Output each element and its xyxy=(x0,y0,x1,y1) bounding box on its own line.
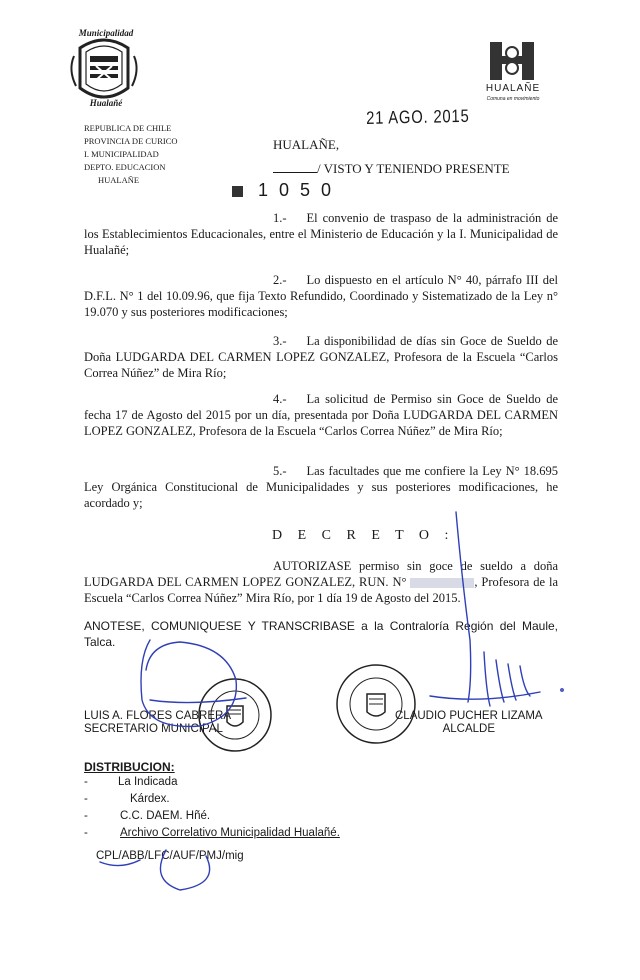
visto-line xyxy=(273,160,510,177)
distribution-item: - Kárdex. xyxy=(84,793,170,805)
run-redacted xyxy=(410,578,474,588)
city-line: HUALAÑE, xyxy=(273,137,340,152)
secretary-signature-block xyxy=(84,710,231,736)
paragraph-text: Lo dispuesto en el artículo N° 40, párrafo III del D.F.L. N° 1 del 10.09.96, que fija Texto Refundido, Coordinado y Sistematizado de la Ley n° 19.070 y sus posteriores modificaciones; xyxy=(84,273,558,319)
header-line: REPUBLICA DE CHILE xyxy=(84,123,172,133)
autorizase-text: permiso sin goce de sueldo a doña LUDGARDA DEL CARMEN LOPEZ GONZALEZ, RUN. N° xyxy=(84,559,559,589)
autorizase-lead: AUTORIZASE xyxy=(273,559,352,573)
decreto-title: D E C R E T O : xyxy=(272,528,455,543)
paragraph-number: 3.- xyxy=(273,334,287,348)
mayor-signature-block xyxy=(395,710,543,736)
date-stamp: 21 AGO. 2015 xyxy=(366,105,470,128)
blank-line xyxy=(273,160,317,173)
paragraph-number: 5.- xyxy=(273,464,287,478)
distribution-title: DISTRIBUCION: xyxy=(84,760,175,774)
paragraph-number: 2.- xyxy=(273,273,287,287)
brand-logo-tagline: Comuna en movimiento xyxy=(486,96,540,102)
paragraph-number: 1.- xyxy=(273,211,287,225)
distribution-item-label: Archivo Correlativo Municipalidad Hualañé. xyxy=(120,827,340,839)
mayor-name: CLAUDIO PUCHER LIZAMA xyxy=(395,710,543,722)
secretary-name: LUIS A. FLORES CABRERA xyxy=(84,710,231,722)
crest-top-text: Municipalidad xyxy=(78,28,134,38)
paragraph-number: 4.- xyxy=(273,392,287,406)
consideration-3 xyxy=(84,333,558,381)
mayor-title: ALCALDE xyxy=(442,723,496,735)
consideration-2 xyxy=(84,272,558,320)
secretary-title: SECRETARIO MUNICIPAL xyxy=(84,723,223,735)
paragraph-text: El convenio de traspaso de la administración de los Establecimientos Educacionales, entre el Ministerio de Educación y la I. Municipalidad de Hualañé; xyxy=(84,211,558,257)
paragraph-text: Las facultades que me confiere la Ley N° 18.695 Ley Orgánica Constitucional de Municipalidades y sus posteriores modificaciones, he acordado y; xyxy=(84,464,558,510)
distribution-item: - C.C. DAEM. Hñé. xyxy=(84,810,211,822)
consideration-1 xyxy=(84,210,558,258)
distribution-item-label: C.C. DAEM. Hñé. xyxy=(120,810,211,822)
stamp-mark-icon xyxy=(232,186,243,197)
paragraph-text: La solicitud de Permiso sin Goce de Sueldo de fecha 17 de Agosto del 2015 por un día, presentada por Doña LUDGARDA DEL CARMEN LOPEZ GONZALEZ, Profesora de la Escuela “Carlos Correa Núñez” de Mira Río; xyxy=(84,392,558,438)
decree-number: 1 0 5 0 xyxy=(258,180,335,200)
consideration-4 xyxy=(84,391,558,439)
distribution-item: - La Indicada xyxy=(84,776,178,788)
autorizase-text-end: , Profesora de la Escuela “Carlos Correa Núñez” Mira Río, por 1 día 19 de Agosto del 2015. xyxy=(84,575,558,605)
distribution-item: - Archivo Correlativo Municipalidad Hualañé. xyxy=(84,827,340,839)
header-line: I. MUNICIPALIDAD xyxy=(84,149,159,159)
header-line: DEPTO. EDUCACION xyxy=(84,162,166,172)
consideration-5 xyxy=(84,463,558,511)
distribution-item-label: La Indicada xyxy=(118,776,178,788)
crest-bottom-text: Hualañé xyxy=(89,98,123,108)
header-line: HUALAÑE xyxy=(98,175,140,185)
document-header xyxy=(84,122,178,187)
autorizase-paragraph xyxy=(84,558,558,606)
typist-initials: CPL/ABB/LFC/AUF/PMJ/mig xyxy=(96,850,244,862)
paragraph-text: La disponibilidad de días sin Goce de Sueldo de Doña LUDGARDA DEL CARMEN LOPEZ GONZALEZ, Profesora de la Escuela “Carlos Correa Núñez” de Mira Río; xyxy=(84,334,558,380)
hualane-h-logo-icon xyxy=(482,40,542,82)
visto-text: / VISTO Y TENIENDO PRESENTE xyxy=(317,161,510,176)
brand-logo-name: HUALAÑE xyxy=(485,83,541,94)
anotese-paragraph: ANOTESE, COMUNIQUESE Y TRANSCRIBASE a la Contraloría Región del Maule, Talca. xyxy=(84,619,558,649)
distribution-item-label: Kárdex. xyxy=(130,793,170,805)
header-line: PROVINCIA DE CURICO xyxy=(84,136,178,146)
